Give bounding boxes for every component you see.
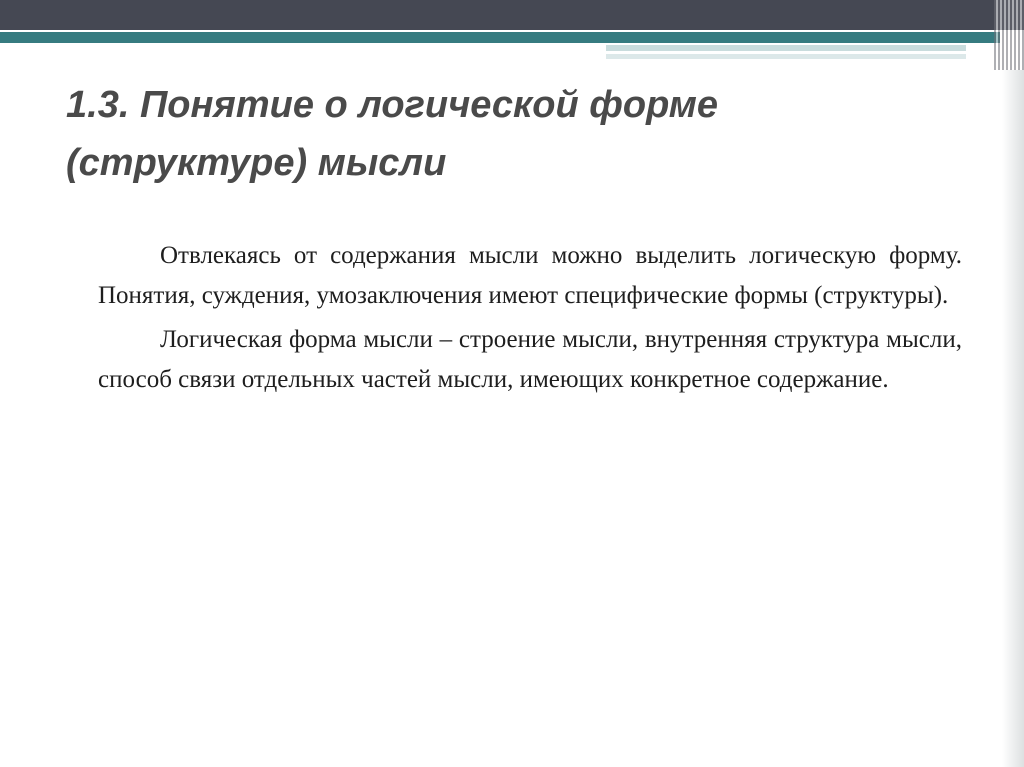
header-band-dark: [0, 0, 1024, 30]
slide-title: 1.3. Понятие о логической форме (структуре) мысли: [66, 84, 719, 184]
body-paragraph-1: Отвлекаясь от содержания мысли можно выделить логическую форму. Понятия, суждения, умозаключения имеют специфические формы (структуры).: [98, 242, 962, 309]
header-accent-line-secondary: [606, 54, 966, 59]
right-edge-shadow: [1002, 70, 1024, 767]
body-paragraph-2: Логическая форма мысли – строение мысли, внутренняя структура мысли, способ связи отдельных частей мысли, имеющих конкретное содержание.: [98, 326, 962, 393]
corner-decoration: [994, 0, 1024, 70]
header-band-teal: [0, 32, 1000, 43]
slide-body: [98, 236, 962, 404]
header-accent-line: [606, 45, 966, 51]
